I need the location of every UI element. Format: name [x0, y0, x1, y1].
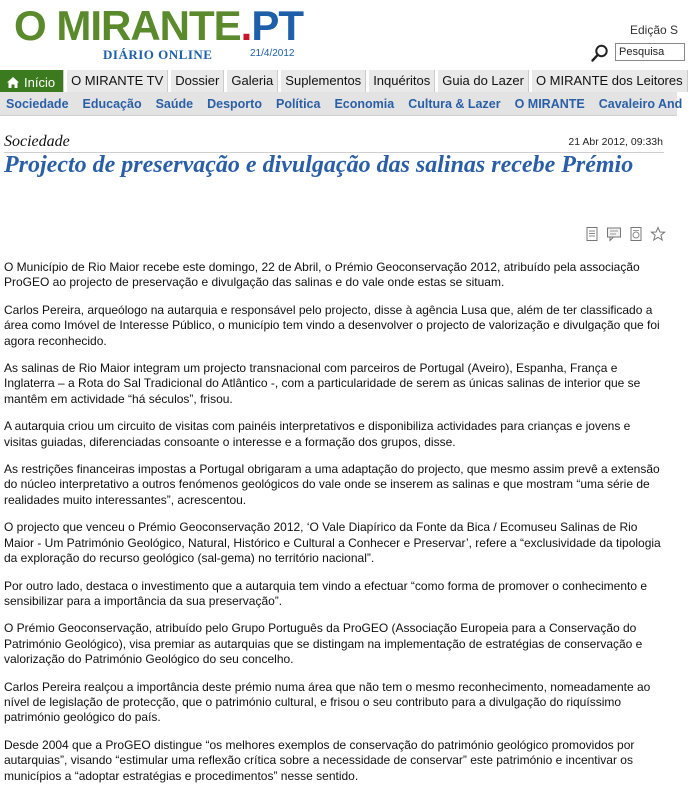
article-paragraph: A autarquia criou um circuito de visitas com painéis interpretativos e disponibiliza actividades para crianças e jovens e visitas guiadas, diferenciadas consoante o interesse e a formação dos grupos, disse. — [4, 419, 631, 449]
logo-dot: . — [240, 2, 252, 49]
edition-date: 21/4/2012 — [250, 48, 295, 59]
search-icon[interactable] — [591, 44, 609, 62]
nav-item-inicio[interactable] — [0, 70, 64, 92]
article-tools — [584, 226, 666, 242]
section-link-educacao[interactable]: Educação — [82, 96, 142, 111]
site-header — [0, 0, 677, 70]
comment-icon[interactable] — [606, 226, 622, 242]
section-link-saude[interactable]: Saúde — [155, 96, 194, 111]
article-body — [4, 260, 664, 796]
article-paragraph: Desde 2004 que a ProGEO distingue “os melhores exemplos de conservação do património geológico promovidos por autarquias”, visando “estimular uma reflexão crítica sobre a necessidade de conservar” este património e incentivar os municípios a “adoptar estratégias e procedimentos” nesse sentido. — [4, 737, 635, 783]
nav-item-dossier[interactable]: Dossier — [171, 70, 224, 92]
nav-item-guia-do-lazer[interactable]: Guia do Lazer — [438, 70, 529, 92]
article-paragraph: O projecto que venceu o Prémio Geoconservação 2012, ‘O Vale Diapírico da Fonte da Bica / Ecomuseu Salinas de Rio Maior - Um Património Geológico, Natural, Histórico e Cultural a Conhecer e Preservar’, refere a “exclusividade da tipologia da exploração do recurso geológico (sal-gema) no território nacional”. — [4, 520, 661, 566]
home-icon — [6, 76, 20, 89]
nav-item-galeria[interactable]: Galeria — [227, 70, 278, 92]
logo-pt: PT — [251, 2, 304, 49]
section-link-economia[interactable]: Economia — [334, 96, 395, 111]
article-section: Sociedade — [4, 133, 70, 150]
section-link-cultura-lazer[interactable]: Cultura & Lazer — [408, 96, 501, 111]
article-paragraph: Por outro lado, destaca o investimento que a autarquia tem vindo a efectuar “como forma de promover o conhecimento e sensibilizar para a importância da sua preservação”. — [4, 578, 648, 608]
article-paragraph: O Prémio Geoconservação, atribuído pelo Grupo Português da ProGEO (Associação Europeia para a Conservação do Património Geológico), visa premiar as autarquias que se distingam na implementação de estratégias de conservação e valorização do Património Geológico do seu concelho. — [4, 621, 643, 667]
edition-link[interactable]: Edição S — [630, 23, 679, 37]
section-link-politica[interactable]: Política — [275, 96, 321, 111]
logo-mirante: MIRANTE — [56, 2, 241, 49]
email-icon[interactable] — [628, 226, 644, 242]
section-link-o-mirante[interactable]: O MIRANTE — [514, 96, 585, 111]
nav-item-label: Início — [24, 74, 56, 90]
print-icon[interactable] — [584, 226, 600, 242]
article-paragraph: O Município de Rio Maior recebe este domingo, 22 de Abril, o Prémio Geoconservação 2012, atribuído pela associação ProGEO ao projecto de preservação e divulgação das salinas e do vale onde estas se situam. — [4, 260, 640, 290]
favorite-icon[interactable] — [650, 226, 666, 242]
article-paragraph: Carlos Pereira realçou a importância deste prémio numa área que não tem o mesmo reconhecimento, nomeadamente ao nível de legislação de protecção, que o património cultural, e frisou o seu contributo para a divulgação do riquíssimo património geológico do país. — [4, 679, 651, 725]
section-nav — [0, 92, 683, 116]
nav-item-suplementos[interactable]: Suplementos — [281, 70, 366, 92]
article-paragraph: Carlos Pereira, arqueólogo na autarquia e responsável pelo projecto, disse à agência Lusa que, além de ter classificado a área como Imóvel de Interesse Público, o município tem vindo a desenvolver o projecto de valorização e divulgação que foi agora reconhecido. — [4, 302, 660, 348]
section-link-cavaleiro-andante[interactable]: Cavaleiro And — [598, 96, 683, 111]
nav-item-inqueritos[interactable]: Inquéritos — [369, 70, 435, 92]
section-link-desporto[interactable]: Desporto — [207, 96, 262, 111]
article-paragraph: As salinas de Rio Maior integram um projecto transnacional com parceiros de Portugal (Aveiro), Espanha, França e Inglaterra – a Rota do Sal Tradicional do Atlântico -, com a particularidade de serem as únicas salinas de interior que se mantêm em actividade “há séculos”, frisou. — [4, 361, 641, 406]
logo-o: O — [14, 2, 57, 49]
nav-item-mirante-leitores[interactable]: O MIRANTE dos Leitores — [532, 70, 688, 92]
search-input[interactable] — [615, 43, 685, 61]
main-nav — [0, 70, 683, 92]
article-paragraph: As restrições financeiras impostas a Portugal obrigaram a uma adaptação do projecto, que mesmo assim prevê a extensão do núcleo interpretativo a outros fenómenos geológicos do vale onde se inserem as salinas e que mostram “uma série de realidades muito interessantes”, acrescentou. — [4, 462, 660, 507]
nav-item-mirante-tv[interactable]: O MIRANTE TV — [67, 70, 168, 92]
article-title: Projecto de preservação e divulgação das salinas recebe Prémio — [4, 152, 634, 178]
article-timestamp: 21 Abr 2012, 09:33h — [568, 136, 663, 148]
section-link-sociedade[interactable]: Sociedade — [6, 96, 69, 111]
site-logo[interactable] — [14, 4, 303, 48]
logo-subtitle: DIÁRIO ONLINE — [103, 47, 213, 62]
